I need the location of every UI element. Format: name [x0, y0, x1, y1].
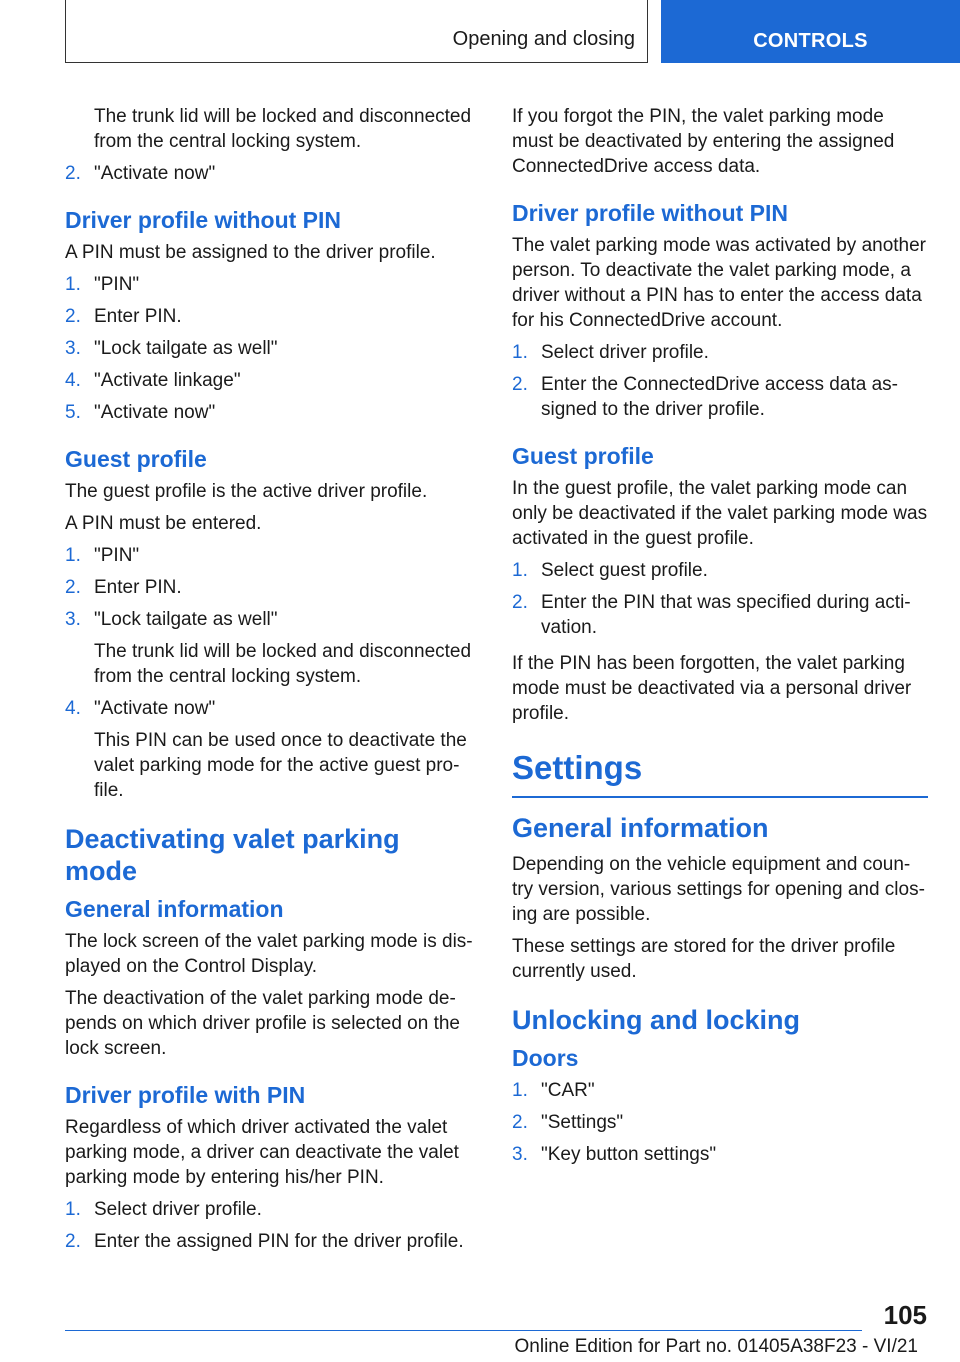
steps-list-driver-with-pin [65, 1197, 477, 1254]
heading-general-information: General information [512, 813, 769, 843]
list-item-number: 2. [512, 592, 528, 613]
list-item-text: "Lock tailgate as well" [94, 338, 278, 359]
list-item [512, 590, 928, 640]
heading-unlocking-and-locking: Unlocking and locking [512, 1005, 801, 1035]
list-item-number: 2. [512, 374, 528, 395]
list-item-text: Enter the PIN that was specified during acti-vation. [541, 592, 911, 638]
list-item-text: "Activate now" [94, 402, 216, 423]
list-item-number: 1. [512, 560, 528, 581]
list-item-number: 5. [65, 402, 81, 423]
list-item-text: Enter PIN. [94, 306, 182, 327]
paragraph: A PIN must be entered. [65, 513, 262, 534]
list-item-text: "Lock tailgate as well" [94, 609, 278, 630]
list-item [65, 161, 477, 186]
right-column [512, 104, 928, 1178]
list-item-number: 1. [65, 274, 81, 295]
list-item [65, 272, 477, 297]
list-item [65, 607, 477, 689]
list-item [512, 558, 928, 583]
list-item-number: 2. [65, 1231, 81, 1252]
header-chapter-tab: CONTROLS [661, 0, 960, 63]
list-item [512, 372, 928, 422]
list-item-text: "Activate now" [94, 698, 216, 719]
list-item-text: "Settings" [541, 1112, 624, 1133]
list-item-text: "Activate linkage" [94, 370, 241, 391]
list-item-text: "Key button settings" [541, 1144, 717, 1165]
list-item [512, 1110, 928, 1135]
steps-list-driver-without-pin [65, 272, 477, 425]
paragraph: The lock screen of the valet parking mode is dis-played on the Control Display. [65, 931, 473, 977]
list-item-number: 1. [65, 1199, 81, 1220]
paragraph: These settings are stored for the driver profile currently used. [512, 936, 896, 982]
steps-list-doors [512, 1078, 928, 1167]
list-item-text: "PIN" [94, 545, 140, 566]
list-item-number: 3. [512, 1144, 528, 1165]
list-item-text: Enter the ConnectedDrive access data as-signed to the driver profile. [541, 374, 898, 420]
list-item-number: 1. [512, 1080, 528, 1101]
paragraph: The deactivation of the valet parking mode de-pends on which driver profile is selected on the lock screen. [65, 988, 461, 1059]
list-item [65, 1197, 477, 1222]
list-item-text: "CAR" [541, 1080, 595, 1101]
list-item [512, 340, 928, 365]
list-item-text: "Activate now" [94, 163, 216, 184]
list-item-number: 2. [65, 577, 81, 598]
list-item [512, 1142, 928, 1167]
left-column [65, 104, 477, 1265]
list-item [65, 368, 477, 393]
paragraph: Depending on the vehicle equipment and coun-try version, various settings for opening and clos-ing are possible. [512, 854, 925, 925]
list-item [512, 1078, 928, 1103]
heading-settings: Settings [512, 748, 928, 798]
list-item [65, 400, 477, 425]
continued-list [65, 161, 477, 186]
list-item-text: Enter PIN. [94, 577, 182, 598]
list-item-text: "PIN" [94, 274, 140, 295]
page-number: 105 [883, 1300, 927, 1330]
list-item-number: 2. [65, 306, 81, 327]
paragraph: If you forgot the PIN, the valet parking mode must be deactivated by entering the assigned ConnectedDrive access data. [512, 106, 895, 177]
list-item-text: Enter the assigned PIN for the driver profile. [94, 1231, 464, 1252]
list-item [65, 1229, 477, 1254]
list-item-number: 4. [65, 370, 81, 391]
list-item-number: 3. [65, 338, 81, 359]
list-item-number: 2. [65, 163, 81, 184]
steps-list-driver-without-pin [512, 340, 928, 422]
list-item-number: 2. [512, 1112, 528, 1133]
steps-list-guest [65, 543, 477, 803]
paragraph: A PIN must be assigned to the driver profile. [65, 242, 436, 263]
header-section-title: Opening and closing [452, 28, 635, 50]
continued-paragraph: The trunk lid will be locked and disconnected from the central locking system. [94, 106, 472, 152]
heading-guest-profile: Guest profile [512, 443, 654, 469]
list-item-number: 1. [65, 545, 81, 566]
list-item-note: This PIN can be used once to deactivate the valet parking mode for the active guest pro-file. [94, 730, 467, 801]
paragraph: The valet parking mode was activated by another person. To deactivate the valet parking mode, a driver without a PIN has to enter the access data for his ConnectedDrive account. [512, 235, 927, 331]
heading-guest-profile: Guest profile [65, 446, 207, 472]
heading-driver-profile-without-pin: Driver profile without PIN [512, 200, 789, 226]
heading-general-information: General information [65, 896, 284, 922]
paragraph: The guest profile is the active driver profile. [65, 481, 428, 502]
list-item [65, 304, 477, 329]
list-item-number: 1. [512, 342, 528, 363]
list-item [65, 575, 477, 600]
list-item-number: 4. [65, 698, 81, 719]
paragraph: If the PIN has been forgotten, the valet parking mode must be deactivated via a personal driver profile. [512, 653, 912, 724]
list-item [65, 543, 477, 568]
list-item [65, 696, 477, 803]
list-item-text: Select driver profile. [94, 1199, 262, 1220]
list-item-text: Select driver profile. [541, 342, 709, 363]
list-item-number: 3. [65, 609, 81, 630]
list-item [65, 336, 477, 361]
heading-driver-profile-with-pin: Driver profile with PIN [65, 1082, 306, 1108]
paragraph: Regardless of which driver activated the valet parking mode, a driver can deactivate the valet parking mode by entering his/her PIN. [65, 1117, 459, 1188]
steps-list-guest [512, 558, 928, 640]
footer-divider [65, 1330, 862, 1331]
list-item-note: The trunk lid will be locked and disconnected from the central locking system. [94, 641, 472, 687]
list-item-text: Select guest profile. [541, 560, 708, 581]
heading-deactivating-valet-parking-mode: Deactivating valet parking mode [65, 824, 400, 886]
footer-edition-text: Online Edition for Part no. 01405A38F23 - VI/21 [514, 1336, 918, 1357]
heading-doors: Doors [512, 1045, 579, 1071]
heading-driver-profile-without-pin: Driver profile without PIN [65, 207, 342, 233]
paragraph: In the guest profile, the valet parking mode can only be deactivated if the valet parking mode was activated in the guest profile. [512, 478, 928, 549]
